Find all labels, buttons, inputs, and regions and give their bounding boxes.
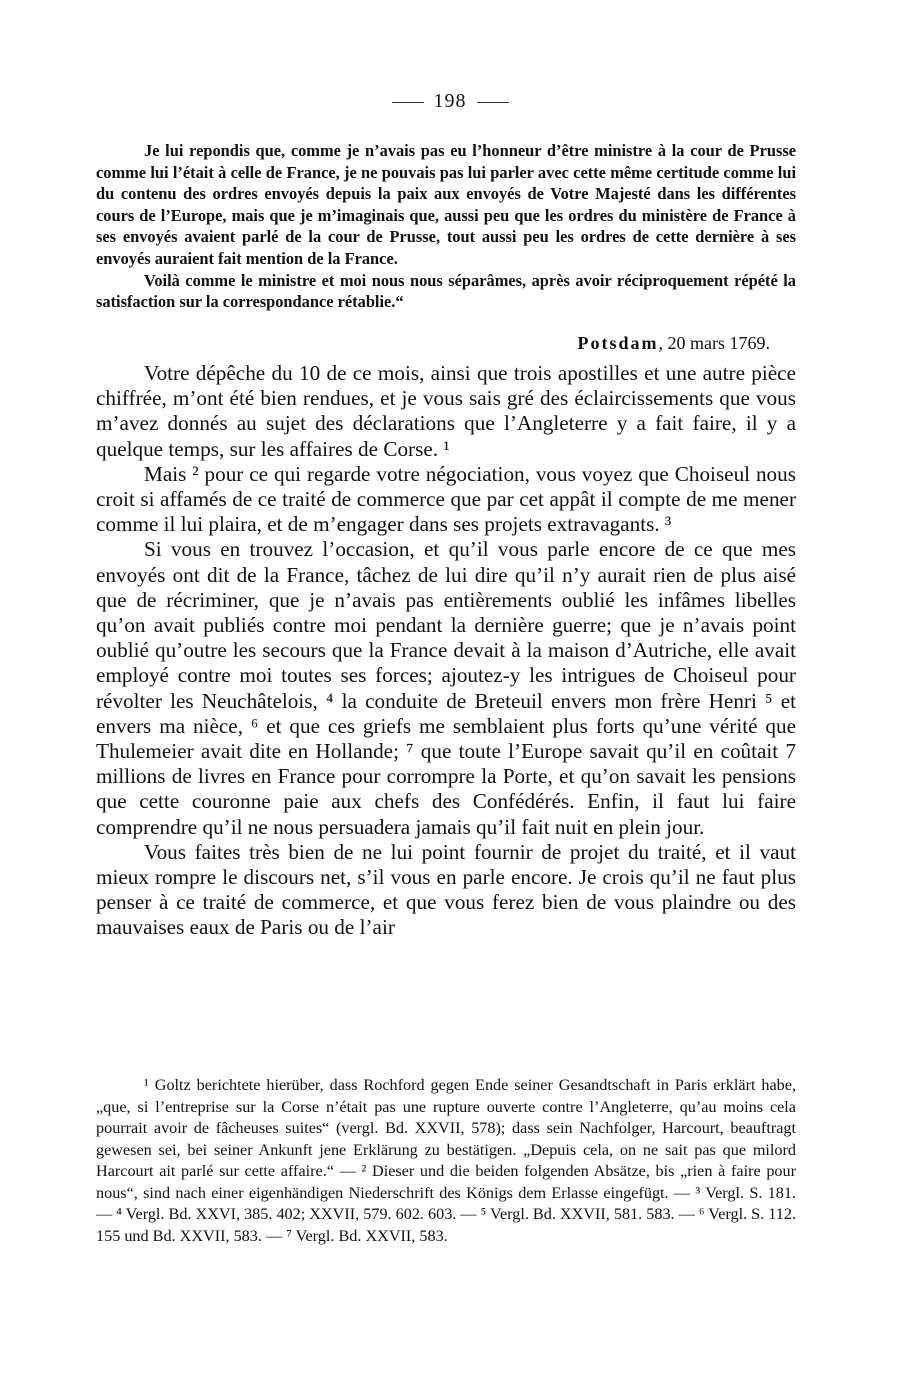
letter-body (96, 361, 796, 941)
body-paragraph: Mais ² pour ce qui regarde votre négociation, vous voyez que Choiseul nous croit si affamés de ce traité de commerce que par cet appât il compte de me mener comme il lui plaira, et de m’engager dans ses projets extravagants. ³ (96, 461, 796, 537)
header-dash-right (477, 102, 509, 103)
quoted-report (96, 140, 796, 313)
dateline (578, 333, 771, 354)
footnotes (96, 1075, 796, 1247)
header-dash-left (392, 102, 424, 103)
quoted-paragraph: Je lui repondis que, comme je n’avais pas eu l’honneur d’être ministre à la cour de Prusse comme lui l’était à celle de France, je ne pouvais pas lui parler avec cette même certitude comme lui du contenu des ordres envoyés depuis la paix aux envoyés de Votre Majesté dans les différentes cours de l’Europe, mais que je m’imaginais que, aussi peu que les ordres du ministère de France à ses envoyés avaient parlé de la cour de Prusse, tout aussi peu les ordres de cette dernière à ses envoyés auraient fait mention de la France. (96, 141, 796, 268)
body-paragraph: Votre dépêche du 10 de ce mois, ainsi que trois apostilles et une autre pièce chiffrée, m’ont été bien rendues, et je vous sais gré des éclaircissements que vous m’avez donnés au sujet des déclarations que l’Angleterre y a fait faire, il y a quelque temps, sur les affaires de Corse. ¹ (96, 361, 796, 461)
quoted-paragraph: Voilà comme le ministre et moi nous nous séparâmes, après avoir réciproquement répété la satisfaction sur la correspondance rétablie.“ (96, 270, 796, 312)
dateline-place: Potsdam (577, 333, 659, 353)
body-paragraph: Si vous en trouvez l’occasion, et qu’il vous parle encore de ce que mes envoyés ont dit de la France, tâchez de lui dire qu’il n’y aurait rien de plus aisé que de récriminer, que je n’avais pas entièrements oublié les infâmes libelles qu’on avait publiés contre moi pendant la dernière guerre; que je n’avais point oublié qu’outre les secours que la France devait à la maison d’Autriche, elle avait employé contre moi toutes ses forces; ajoutez-y les intrigues de Choiseul pour révolter les Neuchâtelois, ⁴ la conduite de Breteuil envers mon frère Henri ⁵ et envers ma nièce, ⁶ et que ces griefs me semblaient plus forts qu’une vérité que Thulemeier avait dite en Hollande; ⁷ que toute l’Europe savait qu’il en coûtait 7 millions de livres en France pour corrompre la Porte, et qu’on savait les pensions que cette couronne paie aux chefs des Confédérés. Enfin, il faut lui faire comprendre qu’il ne nous persuadera jamais qu’il fait nuit en plein jour. (96, 537, 796, 839)
body-paragraph: Vous faites très bien de ne lui point fournir de projet du traité, et il vaut mieux rompre le discours net, s’il vous en parle encore. Je crois qu’il ne faut plus penser à ce traité de commerce, et que vous ferez bien de vous plaindre ou des mauvaises eaux de Paris ou de l’air (96, 839, 796, 940)
dateline-date: , 20 mars 1769. (658, 333, 770, 353)
footnote-text: ¹ Goltz berichtete hierüber, dass Rochford gegen Ende seiner Gesandtschaft in Paris erklärt habe, „que, si l’entreprise sur la Corse n’était pas une rupture ouverte contre l’Angleterre, qu’au moins cela pourrait avoir de fâcheuses suites“ (vergl. Bd. XXVII, 578); dass sein Nachfolger, Harcourt, beauftragt gewesen sei, bei seiner Ankunft jene Erklärung zu bestätigen. „Depuis cela, on ne sait pas que milord Harcourt ait parlé sur cette affaire.“ — ² Dieser und die beiden folgenden Absätze, bis „rien à faire pour nous“, sind nach einer eigenhändigen Niederschrift des Königs dem Erlasse eingefügt. — ³ Vergl. S. 181. — ⁴ Vergl. Bd. XXVI, 385. 402; XXVII, 579. 602. 603. — ⁵ Vergl. Bd. XXVII, 581. 583. — ⁶ Vergl. S. 112. 155 und Bd. XXVII, 583. — ⁷ Vergl. Bd. XXVII, 583. (96, 1076, 796, 1245)
page-header (0, 90, 900, 113)
page-number: 198 (433, 90, 467, 112)
